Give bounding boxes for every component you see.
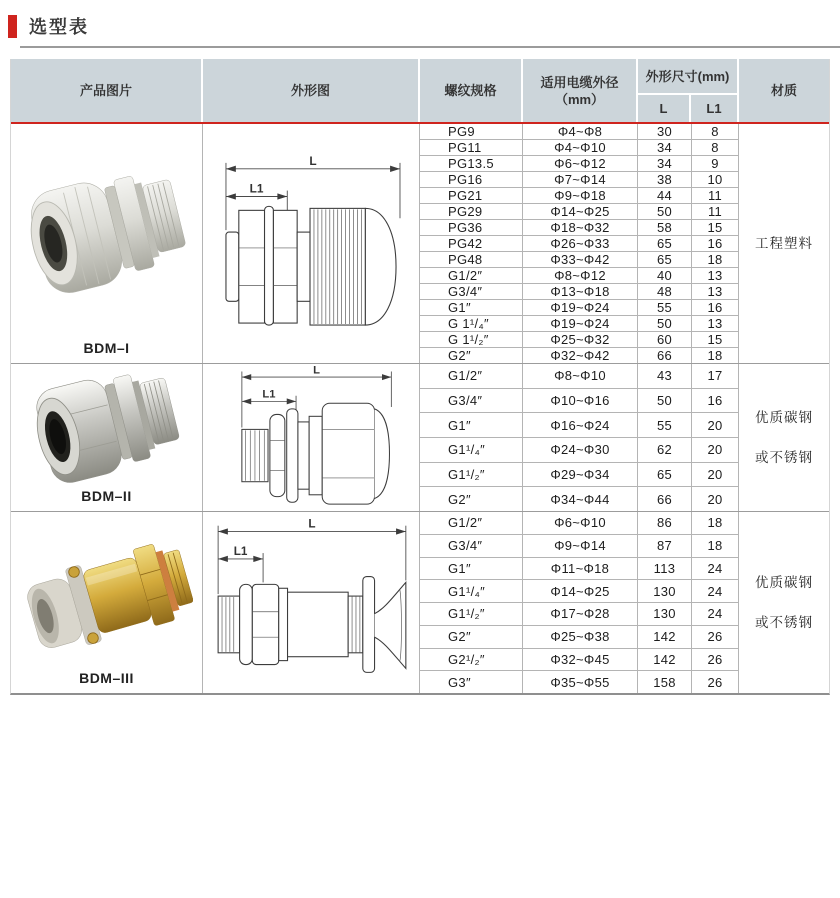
selection-table — [10, 59, 830, 695]
dim-l-cell: 62 — [638, 438, 692, 462]
spec-row — [420, 535, 739, 558]
dim-l-cell: 50 — [638, 316, 692, 331]
spec-row — [420, 172, 739, 188]
thread-cell: PG36 — [420, 220, 523, 235]
cable-od-cell: Φ34~Φ44 — [523, 487, 638, 511]
cable-od-cell: Φ33~Φ42 — [523, 252, 638, 267]
page-title-block — [0, 0, 840, 39]
thread-cell: G1¹/₂″ — [420, 463, 523, 487]
cable-od-cell: Φ4~Φ10 — [523, 140, 638, 155]
dim-l-cell: 44 — [638, 188, 692, 203]
dim-l1-cell: 16 — [692, 300, 739, 315]
cable-od-cell: Φ16~Φ24 — [523, 413, 638, 437]
dim-l-cell: 48 — [638, 284, 692, 299]
model-label: BDM–I — [83, 340, 130, 356]
dim-l1-cell: 8 — [692, 140, 739, 155]
header-dimensions-sub — [638, 95, 737, 122]
outline-drawing-cell — [203, 364, 420, 511]
product-photo — [23, 124, 191, 340]
spec-rows — [420, 124, 739, 363]
dim-l1-cell: 13 — [692, 268, 739, 283]
svg-text:L: L — [308, 517, 316, 531]
thread-cell: G2″ — [420, 487, 523, 511]
dim-l1-cell: 18 — [692, 252, 739, 267]
dim-l1-cell: 11 — [692, 188, 739, 203]
dim-l-cell: 40 — [638, 268, 692, 283]
thread-cell: G1/2″ — [420, 512, 523, 534]
dim-l1-cell: 15 — [692, 220, 739, 235]
dim-l1-cell: 10 — [692, 172, 739, 187]
cable-od-cell: Φ19~Φ24 — [523, 300, 638, 315]
table-section-1 — [11, 124, 829, 363]
material-cell — [739, 364, 829, 511]
material-cell — [739, 512, 829, 693]
thread-cell: PG13.5 — [420, 156, 523, 171]
model-label: BDM–III — [79, 670, 134, 686]
cable-od-cell: Φ25~Φ32 — [523, 332, 638, 347]
thread-cell: G 1¹/₂″ — [420, 332, 523, 347]
dim-l-cell: 50 — [638, 204, 692, 219]
dim-l1-cell: 16 — [692, 236, 739, 251]
dim-l1-cell: 26 — [692, 626, 739, 648]
outline-drawing — [208, 512, 414, 693]
dim-l-cell: 65 — [638, 236, 692, 251]
spec-row — [420, 124, 739, 140]
dim-l-cell: 113 — [638, 558, 692, 580]
material-text: 优质碳钢 — [755, 574, 813, 590]
dim-l-cell: 65 — [638, 463, 692, 487]
spec-row — [420, 649, 739, 672]
header-thread-spec: 螺纹规格 — [420, 59, 523, 122]
table-section-2 — [11, 363, 829, 511]
spec-row — [420, 626, 739, 649]
cable-od-cell: Φ25~Φ38 — [523, 626, 638, 648]
spec-row — [420, 268, 739, 284]
cable-od-cell: Φ19~Φ24 — [523, 316, 638, 331]
spec-row — [420, 413, 739, 438]
svg-text:L1: L1 — [249, 181, 264, 196]
thread-cell: G3″ — [420, 671, 523, 693]
outline-drawing — [212, 153, 410, 334]
outline-drawing-cell — [203, 512, 420, 693]
dim-l-cell: 66 — [638, 487, 692, 511]
thread-cell: G1¹/₄″ — [420, 580, 523, 602]
thread-cell: G3/4″ — [420, 389, 523, 413]
dim-l1-cell: 9 — [692, 156, 739, 171]
svg-text:L1: L1 — [233, 545, 248, 559]
dim-l-cell: 38 — [638, 172, 692, 187]
dim-l1-cell: 20 — [692, 413, 739, 437]
thread-cell: PG9 — [420, 124, 523, 139]
cable-od-cell: Φ18~Φ32 — [523, 220, 638, 235]
spec-row — [420, 671, 739, 693]
spec-row — [420, 300, 739, 316]
cable-od-cell: Φ35~Φ55 — [523, 671, 638, 693]
outline-drawing — [215, 364, 407, 511]
svg-text:L1: L1 — [262, 388, 276, 401]
product-image-cell — [11, 512, 203, 693]
thread-cell: G1¹/₄″ — [420, 438, 523, 462]
cable-od-cell: Φ24~Φ30 — [523, 438, 638, 462]
dim-l1-cell: 20 — [692, 463, 739, 487]
dim-l1-cell: 18 — [692, 348, 739, 363]
thread-cell: G1″ — [420, 413, 523, 437]
cable-od-cell: Φ14~Φ25 — [523, 580, 638, 602]
spec-row — [420, 558, 739, 581]
spec-rows — [420, 512, 739, 693]
dim-l-cell: 130 — [638, 580, 692, 602]
dim-l-cell: 66 — [638, 348, 692, 363]
material-text: 或不锈钢 — [755, 614, 813, 630]
svg-text:L: L — [309, 153, 317, 168]
thread-cell: G1/2″ — [420, 268, 523, 283]
table-body — [11, 124, 829, 693]
dim-l-cell: 30 — [638, 124, 692, 139]
dim-l-cell: 65 — [638, 252, 692, 267]
dim-l1-cell: 13 — [692, 316, 739, 331]
cable-od-cell: Φ4~Φ8 — [523, 124, 638, 139]
dim-l1-cell: 16 — [692, 389, 739, 413]
dim-l-cell: 87 — [638, 535, 692, 557]
outline-drawing-cell — [203, 124, 420, 363]
cable-od-cell: Φ7~Φ14 — [523, 172, 638, 187]
thread-cell: PG42 — [420, 236, 523, 251]
header-dimensions-title: 外形尺寸(mm) — [638, 59, 737, 95]
cable-od-cell: Φ14~Φ25 — [523, 204, 638, 219]
material-text: 或不锈钢 — [755, 449, 813, 465]
dim-l-cell: 58 — [638, 220, 692, 235]
spec-row — [420, 316, 739, 332]
spec-row — [420, 438, 739, 463]
cable-od-cell: Φ8~Φ10 — [523, 364, 638, 388]
cable-od-cell: Φ32~Φ42 — [523, 348, 638, 363]
dim-l-cell: 130 — [638, 603, 692, 625]
dim-l-cell: 55 — [638, 413, 692, 437]
header-material: 材质 — [739, 59, 829, 122]
thread-cell: G 1¹/₄″ — [420, 316, 523, 331]
spec-row — [420, 348, 739, 363]
thread-cell: G2″ — [420, 626, 523, 648]
cable-od-cell: Φ13~Φ18 — [523, 284, 638, 299]
table-section-3 — [11, 511, 829, 693]
header-outline-drawing: 外形图 — [203, 59, 420, 122]
table-header — [11, 59, 829, 124]
cable-od-cell: Φ9~Φ14 — [523, 535, 638, 557]
product-photo — [21, 512, 193, 670]
dim-l-cell: 142 — [638, 649, 692, 671]
dim-l1-cell: 18 — [692, 535, 739, 557]
spec-row — [420, 220, 739, 236]
cable-od-cell: Φ9~Φ18 — [523, 188, 638, 203]
title-accent-bar — [8, 15, 17, 38]
product-image-cell — [11, 124, 203, 363]
spec-row — [420, 389, 739, 414]
spec-row — [420, 512, 739, 535]
spec-row — [420, 188, 739, 204]
thread-cell: G3/4″ — [420, 284, 523, 299]
dim-l1-cell: 15 — [692, 332, 739, 347]
dim-l-cell: 43 — [638, 364, 692, 388]
dim-l1-cell: 20 — [692, 438, 739, 462]
thread-cell: G1″ — [420, 558, 523, 580]
cable-od-cell: Φ6~Φ12 — [523, 156, 638, 171]
svg-text:L: L — [313, 364, 321, 377]
dim-l1-cell: 11 — [692, 204, 739, 219]
dim-l1-cell: 24 — [692, 580, 739, 602]
material-text: 工程塑料 — [755, 235, 813, 251]
header-product-image: 产品图片 — [11, 59, 203, 122]
dim-l-cell: 55 — [638, 300, 692, 315]
spec-row — [420, 284, 739, 300]
spec-row — [420, 463, 739, 488]
spec-rows — [420, 364, 739, 511]
dim-l1-cell: 20 — [692, 487, 739, 511]
page-title: 选型表 — [29, 17, 89, 37]
thread-cell: G1″ — [420, 300, 523, 315]
product-image-cell — [11, 364, 203, 511]
dim-l-cell: 142 — [638, 626, 692, 648]
thread-cell: PG11 — [420, 140, 523, 155]
thread-cell: PG21 — [420, 188, 523, 203]
header-cable-od-line2: （mm） — [554, 91, 605, 107]
material-cell — [739, 124, 829, 363]
spec-row — [420, 364, 739, 389]
cable-od-cell: Φ11~Φ18 — [523, 558, 638, 580]
dim-l1-cell: 24 — [692, 603, 739, 625]
dim-l1-cell: 8 — [692, 124, 739, 139]
thread-cell: G2″ — [420, 348, 523, 363]
spec-row — [420, 236, 739, 252]
dim-l1-cell: 26 — [692, 649, 739, 671]
model-label: BDM–II — [81, 488, 132, 504]
header-dim-l1: L1 — [691, 95, 737, 122]
thread-cell: G1/2″ — [420, 364, 523, 388]
spec-row — [420, 487, 739, 511]
dim-l-cell: 60 — [638, 332, 692, 347]
dim-l-cell: 34 — [638, 140, 692, 155]
cable-od-cell: Φ6~Φ10 — [523, 512, 638, 534]
thread-cell: PG16 — [420, 172, 523, 187]
thread-cell: G2¹/₂″ — [420, 649, 523, 671]
thread-cell: G3/4″ — [420, 535, 523, 557]
spec-row — [420, 140, 739, 156]
cable-od-cell: Φ29~Φ34 — [523, 463, 638, 487]
spec-row — [420, 156, 739, 172]
dim-l-cell: 86 — [638, 512, 692, 534]
title-underline — [20, 46, 840, 48]
header-dim-l: L — [638, 95, 691, 122]
cable-od-cell: Φ32~Φ45 — [523, 649, 638, 671]
material-text: 优质碳钢 — [755, 409, 813, 425]
dim-l-cell: 34 — [638, 156, 692, 171]
dim-l1-cell: 26 — [692, 671, 739, 693]
spec-row — [420, 580, 739, 603]
spec-row — [420, 204, 739, 220]
dim-l1-cell: 18 — [692, 512, 739, 534]
thread-cell: PG29 — [420, 204, 523, 219]
header-dimensions-group — [638, 59, 739, 122]
dim-l1-cell: 24 — [692, 558, 739, 580]
thread-cell: G1¹/₂″ — [420, 603, 523, 625]
dim-l1-cell: 13 — [692, 284, 739, 299]
cable-od-cell: Φ8~Φ12 — [523, 268, 638, 283]
thread-cell: PG48 — [420, 252, 523, 267]
cable-od-cell: Φ26~Φ33 — [523, 236, 638, 251]
dim-l-cell: 50 — [638, 389, 692, 413]
dim-l-cell: 158 — [638, 671, 692, 693]
spec-row — [420, 603, 739, 626]
spec-row — [420, 332, 739, 348]
dim-l1-cell: 17 — [692, 364, 739, 388]
header-cable-od-line1: 适用电缆外径 — [540, 74, 619, 90]
cable-od-cell: Φ10~Φ16 — [523, 389, 638, 413]
cable-od-cell: Φ17~Φ28 — [523, 603, 638, 625]
product-photo — [28, 364, 186, 488]
header-cable-od — [523, 59, 638, 122]
spec-row — [420, 252, 739, 268]
